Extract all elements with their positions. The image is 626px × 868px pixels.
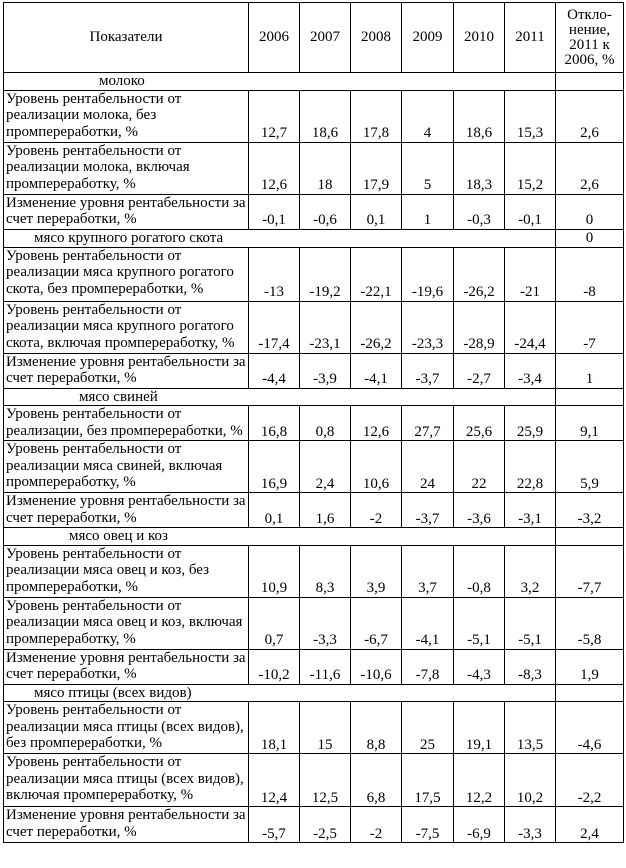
value-cell: -6,9: [454, 807, 505, 843]
table-row: [4, 649, 624, 684]
value-cell: 0,1: [249, 493, 300, 528]
value-cell: -23,3: [402, 301, 454, 353]
table-row: [4, 301, 624, 353]
header-year: 2011: [505, 3, 556, 73]
table-row: [4, 353, 624, 388]
section-header-row: [4, 388, 624, 406]
value-cell: 0,7: [249, 597, 300, 649]
deviation-cell: 0: [556, 194, 624, 229]
row-label: Уровень рентабельности от реализации мяса овец и коз, без промпереработки, %: [4, 545, 249, 597]
value-cell: 17,5: [402, 754, 454, 807]
table-row: [4, 702, 624, 754]
value-cell: 15,2: [505, 142, 556, 194]
value-cell: 3,9: [351, 545, 402, 597]
table-row: [4, 194, 624, 229]
value-cell: -4,1: [402, 597, 454, 649]
section-title-value: [556, 73, 624, 91]
row-label: Уровень рентабельности от реализации мяса крупного рогатого скота, включая промпереработку, %: [4, 301, 249, 353]
value-cell: -26,2: [454, 247, 505, 301]
value-cell: 1,6: [300, 493, 351, 528]
value-cell: -19,2: [300, 247, 351, 301]
value-cell: 10,6: [351, 441, 402, 493]
value-cell: 12,6: [249, 142, 300, 194]
value-cell: 24: [402, 441, 454, 493]
table-row: [4, 142, 624, 194]
row-label: Изменение уровня рентабельности за счет переработки, %: [4, 807, 249, 843]
value-cell: -2: [351, 493, 402, 528]
value-cell: -19,6: [402, 247, 454, 301]
value-cell: -23,1: [300, 301, 351, 353]
value-cell: 3,2: [505, 545, 556, 597]
value-cell: 3,7: [402, 545, 454, 597]
value-cell: -3,6: [454, 493, 505, 528]
row-label: Уровень рентабельности от реализации мяса птицы (всех видов), без промпереработки, %: [4, 702, 249, 754]
value-cell: -3,3: [300, 597, 351, 649]
table-row: [4, 545, 624, 597]
value-cell: 25,6: [454, 406, 505, 441]
value-cell: 16,8: [249, 406, 300, 441]
value-cell: 4: [402, 90, 454, 142]
value-cell: 19,1: [454, 702, 505, 754]
value-cell: -5,1: [454, 597, 505, 649]
value-cell: -5,1: [505, 597, 556, 649]
value-cell: 22,8: [505, 441, 556, 493]
value-cell: -4,1: [351, 353, 402, 388]
header-year: 2010: [454, 3, 505, 73]
table-row: [4, 807, 624, 843]
value-cell: 17,9: [351, 142, 402, 194]
section-title: мясо птицы (всех видов): [4, 684, 556, 702]
value-cell: 8,8: [351, 702, 402, 754]
header-indicator: Показатели: [4, 3, 249, 73]
section-header-row: [4, 684, 624, 702]
value-cell: 18,6: [454, 90, 505, 142]
value-cell: 12,6: [351, 406, 402, 441]
value-cell: 16,9: [249, 441, 300, 493]
table-row: [4, 247, 624, 301]
value-cell: -3,1: [505, 493, 556, 528]
row-label: Уровень рентабельности от реализации молока, без промпереработки, %: [4, 90, 249, 142]
deviation-cell: 1: [556, 353, 624, 388]
table-header-row: [4, 3, 624, 73]
value-cell: -0,3: [454, 194, 505, 229]
value-cell: 0,1: [351, 194, 402, 229]
value-cell: 25: [402, 702, 454, 754]
section-title-value: [556, 684, 624, 702]
deviation-cell: 9,1: [556, 406, 624, 441]
table-row: [4, 90, 624, 142]
value-cell: -22,1: [351, 247, 402, 301]
deviation-cell: 5,9: [556, 441, 624, 493]
value-cell: -8,3: [505, 649, 556, 684]
value-cell: 25,9: [505, 406, 556, 441]
row-label: Изменение уровня рентабельности за счет переработки, %: [4, 649, 249, 684]
value-cell: -21: [505, 247, 556, 301]
table-row: [4, 493, 624, 528]
value-cell: -24,4: [505, 301, 556, 353]
value-cell: 15,3: [505, 90, 556, 142]
value-cell: -2,5: [300, 807, 351, 843]
value-cell: -10,2: [249, 649, 300, 684]
value-cell: -17,4: [249, 301, 300, 353]
value-cell: -2,7: [454, 353, 505, 388]
value-cell: 27,7: [402, 406, 454, 441]
value-cell: -5,7: [249, 807, 300, 843]
header-year: 2007: [300, 3, 351, 73]
row-label: Изменение уровня рентабельности за счет переработки, %: [4, 493, 249, 528]
header-year: 2008: [351, 3, 402, 73]
table-row: [4, 754, 624, 807]
deviation-cell: 1,9: [556, 649, 624, 684]
value-cell: 10,9: [249, 545, 300, 597]
section-title-value: [556, 388, 624, 406]
value-cell: -26,2: [351, 301, 402, 353]
value-cell: 12,7: [249, 90, 300, 142]
section-title-value: [556, 528, 624, 546]
section-title: мясо свиней: [4, 388, 556, 406]
deviation-cell: -8: [556, 247, 624, 301]
header-year: 2009: [402, 3, 454, 73]
deviation-cell: -4,6: [556, 702, 624, 754]
value-cell: -11,6: [300, 649, 351, 684]
row-label: Уровень рентабельности от реализации мяса крупного рогатого скота, без промпереработки, %: [4, 247, 249, 301]
deviation-cell: 2,6: [556, 142, 624, 194]
row-label: Уровень рентабельности от реализации мяса овец и коз, включая промпереработку, %: [4, 597, 249, 649]
section-header-row: [4, 229, 624, 247]
value-cell: -0,1: [505, 194, 556, 229]
value-cell: -6,7: [351, 597, 402, 649]
deviation-cell: -5,8: [556, 597, 624, 649]
row-label: Изменение уровня рентабельности за счет переработки, %: [4, 353, 249, 388]
section-header-row: [4, 528, 624, 546]
value-cell: 12,5: [300, 754, 351, 807]
section-title: мясо крупного рогатого скота: [4, 229, 556, 247]
value-cell: -0,6: [300, 194, 351, 229]
deviation-cell: -3,2: [556, 493, 624, 528]
header-year: 2006: [249, 3, 300, 73]
value-cell: -3,7: [402, 493, 454, 528]
value-cell: 8,3: [300, 545, 351, 597]
value-cell: 12,4: [249, 754, 300, 807]
value-cell: 15: [300, 702, 351, 754]
deviation-cell: 2,4: [556, 807, 624, 843]
value-cell: 17,8: [351, 90, 402, 142]
value-cell: -2: [351, 807, 402, 843]
value-cell: -3,9: [300, 353, 351, 388]
value-cell: 10,2: [505, 754, 556, 807]
value-cell: 18,1: [249, 702, 300, 754]
value-cell: -13: [249, 247, 300, 301]
value-cell: 5: [402, 142, 454, 194]
section-title: молоко: [4, 73, 556, 91]
value-cell: -0,8: [454, 545, 505, 597]
value-cell: 13,5: [505, 702, 556, 754]
deviation-cell: 2,6: [556, 90, 624, 142]
value-cell: -4,4: [249, 353, 300, 388]
value-cell: -7,8: [402, 649, 454, 684]
value-cell: -10,6: [351, 649, 402, 684]
value-cell: -7,5: [402, 807, 454, 843]
value-cell: 1: [402, 194, 454, 229]
row-label: Уровень рентабельности от реализации, без промпереработки, %: [4, 406, 249, 441]
value-cell: 22: [454, 441, 505, 493]
value-cell: 0,8: [300, 406, 351, 441]
header-deviation: Откло-нение, 2011 к 2006, %: [556, 3, 624, 73]
section-title: мясо овец и коз: [4, 528, 556, 546]
value-cell: 18: [300, 142, 351, 194]
deviation-cell: -7,7: [556, 545, 624, 597]
value-cell: -3,4: [505, 353, 556, 388]
value-cell: -28,9: [454, 301, 505, 353]
table-row: [4, 441, 624, 493]
value-cell: 12,2: [454, 754, 505, 807]
deviation-cell: -2,2: [556, 754, 624, 807]
section-title-value: 0: [556, 229, 624, 247]
value-cell: 18,6: [300, 90, 351, 142]
section-header-row: [4, 73, 624, 91]
value-cell: 18,3: [454, 142, 505, 194]
value-cell: -3,3: [505, 807, 556, 843]
table-row: [4, 406, 624, 441]
profitability-table: [3, 2, 624, 843]
row-label: Уровень рентабельности от реализации мяса птицы (всех видов), включая промпереработку, %: [4, 754, 249, 807]
value-cell: -4,3: [454, 649, 505, 684]
deviation-cell: -7: [556, 301, 624, 353]
value-cell: 2,4: [300, 441, 351, 493]
value-cell: -0,1: [249, 194, 300, 229]
value-cell: -3,7: [402, 353, 454, 388]
value-cell: 6,8: [351, 754, 402, 807]
row-label: Уровень рентабельности от реализации молока, включая промпереработку, %: [4, 142, 249, 194]
row-label: Уровень рентабельности от реализации мяса свиней, включая промпереработку, %: [4, 441, 249, 493]
row-label: Изменение уровня рентабельности за счет переработки, %: [4, 194, 249, 229]
table-row: [4, 597, 624, 649]
